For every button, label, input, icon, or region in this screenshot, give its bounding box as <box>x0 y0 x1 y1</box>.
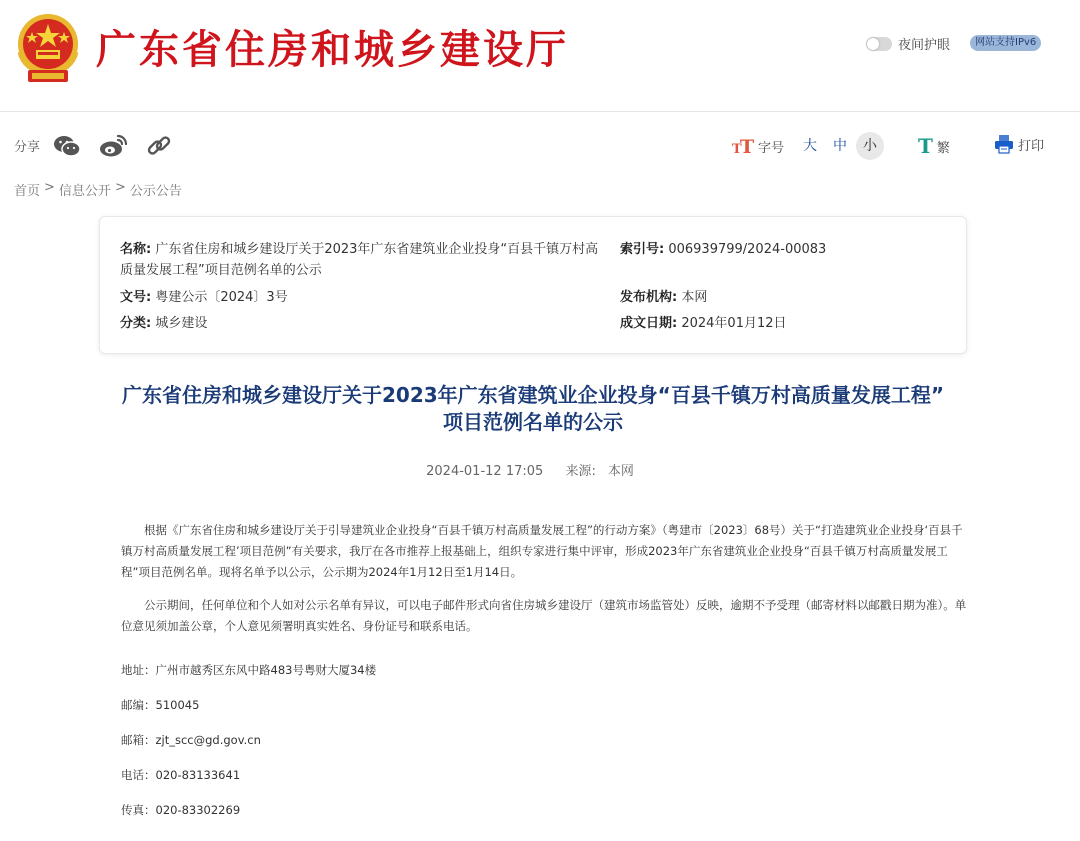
font-size-small-button[interactable]: 小 <box>856 132 884 160</box>
document-info-card <box>99 216 967 354</box>
svg-text:T: T <box>740 136 754 156</box>
info-date-value: 2024年01月12日 <box>681 316 787 331</box>
article-title <box>99 382 967 436</box>
print-button[interactable] <box>994 134 1044 154</box>
wechat-icon[interactable] <box>52 131 82 161</box>
site-title[interactable]: 广东省住房和城乡建设厅 <box>96 26 569 73</box>
info-document-number <box>120 287 288 308</box>
article-paragraph: 根据《广东省住房和城乡建设厅关于引导建筑业企业投身“百县千镇万村高质量发展工程”的行动方案》（粤建市〔2023〕68号）关于“打造建筑业企业投身‘百县千镇万村高质量发展工程’项目范例”有关要求，我厅在各市推荐上报基础上，组织专家进行集中评审，形成2023年广东省建筑业企业投身“百县千镇万村高质量发展工程”项目范例名单。现将名单予以公示，公示期为2024年1月12日至1月14日。 <box>121 523 963 579</box>
source <box>559 464 639 479</box>
info-index-value: 006939799/2024-00083 <box>668 242 827 257</box>
breadcrumb <box>14 180 182 199</box>
traditional-label: 繁 <box>936 140 950 156</box>
article-body <box>121 520 969 649</box>
article-meta <box>99 460 967 479</box>
info-name-value: 广东省住房和城乡建设厅关于2023年广东省建筑业企业投身“百县千镇万村高质量发展工程”项目范例名单的公示 <box>120 242 599 278</box>
article-toolbar <box>0 124 1080 168</box>
info-org-value: 本网 <box>681 290 708 305</box>
night-mode-toggle[interactable] <box>866 34 950 53</box>
article-paragraph: 公示期间，任何单位和个人如对公示名单有异议，可以电子邮件形式向省住房城乡建设厅（建筑市场监管处）反映，逾期不予受理（邮寄材料以邮戳日期为准）。单位意见须加盖公章，个人意见须署明真实姓名、身份证号和联系电话。 <box>121 598 967 633</box>
font-size-controls <box>732 132 886 160</box>
info-date <box>620 313 787 334</box>
svg-text:T: T <box>732 142 742 156</box>
font-size-icon <box>732 136 754 156</box>
info-name-key: 名称: <box>120 242 152 257</box>
article-title-line2: 项目范例名单的公示 <box>443 410 623 434</box>
contact-email: 邮箱：zjt_scc@gd.gov.cn <box>121 733 261 747</box>
weibo-icon[interactable] <box>98 131 128 161</box>
breadcrumb-home[interactable]: 首页 <box>14 184 41 199</box>
info-index-key: 索引号: <box>620 242 665 257</box>
contact-fax: 传真：020-83302269 <box>121 803 241 817</box>
breadcrumb-separator: > <box>44 180 55 195</box>
site-header <box>0 0 1080 112</box>
article-title-line1: 广东省住房和城乡建设厅关于2023年广东省建筑业企业投身“百县千镇万村高质量发展工程” <box>122 383 944 407</box>
traditional-chinese-button[interactable] <box>918 134 950 158</box>
print-label: 打印 <box>1018 138 1045 154</box>
night-mode-label: 夜间护眼 <box>898 38 951 53</box>
source-label: 来源: <box>565 464 596 479</box>
link-icon[interactable] <box>144 131 174 161</box>
traditional-icon: T <box>918 134 933 158</box>
contact-phone: 电话：020-83133641 <box>121 768 241 782</box>
info-org-key: 发布机构: <box>620 290 678 305</box>
contact-address: 地址：广州市越秀区东风中路483号粤财大厦34楼 <box>121 663 377 677</box>
info-publisher <box>620 287 707 308</box>
info-docno-key: 文号: <box>120 290 152 305</box>
contact-postcode: 邮编：510045 <box>121 698 200 712</box>
font-size-label: 字号 <box>758 140 785 156</box>
info-date-key: 成文日期: <box>620 316 678 331</box>
info-name <box>120 239 606 281</box>
printer-icon <box>994 134 1014 154</box>
info-category <box>120 313 207 334</box>
toggle-switch[interactable] <box>866 37 892 51</box>
publish-datetime: 2024-01-12 17:05 <box>426 464 544 479</box>
info-docno-value: 粤建公示〔2024〕3号 <box>155 290 288 305</box>
font-size-large-button[interactable]: 大 <box>803 138 818 154</box>
breadcrumb-separator: > <box>114 180 126 195</box>
info-category-key: 分类: <box>120 316 152 331</box>
info-category-value: 城乡建设 <box>155 316 208 331</box>
share-label: 分享 <box>14 140 41 155</box>
national-emblem-icon[interactable] <box>14 12 82 84</box>
ipv6-badge: 网站支持IPv6 <box>970 35 1041 51</box>
breadcrumb-info-disclosure[interactable]: 信息公开 <box>58 184 111 199</box>
font-size-medium-button[interactable]: 中 <box>833 138 848 154</box>
breadcrumb-announcements[interactable]: 公示公告 <box>129 184 182 199</box>
info-index <box>620 239 826 260</box>
source-value: 本网 <box>607 464 634 479</box>
